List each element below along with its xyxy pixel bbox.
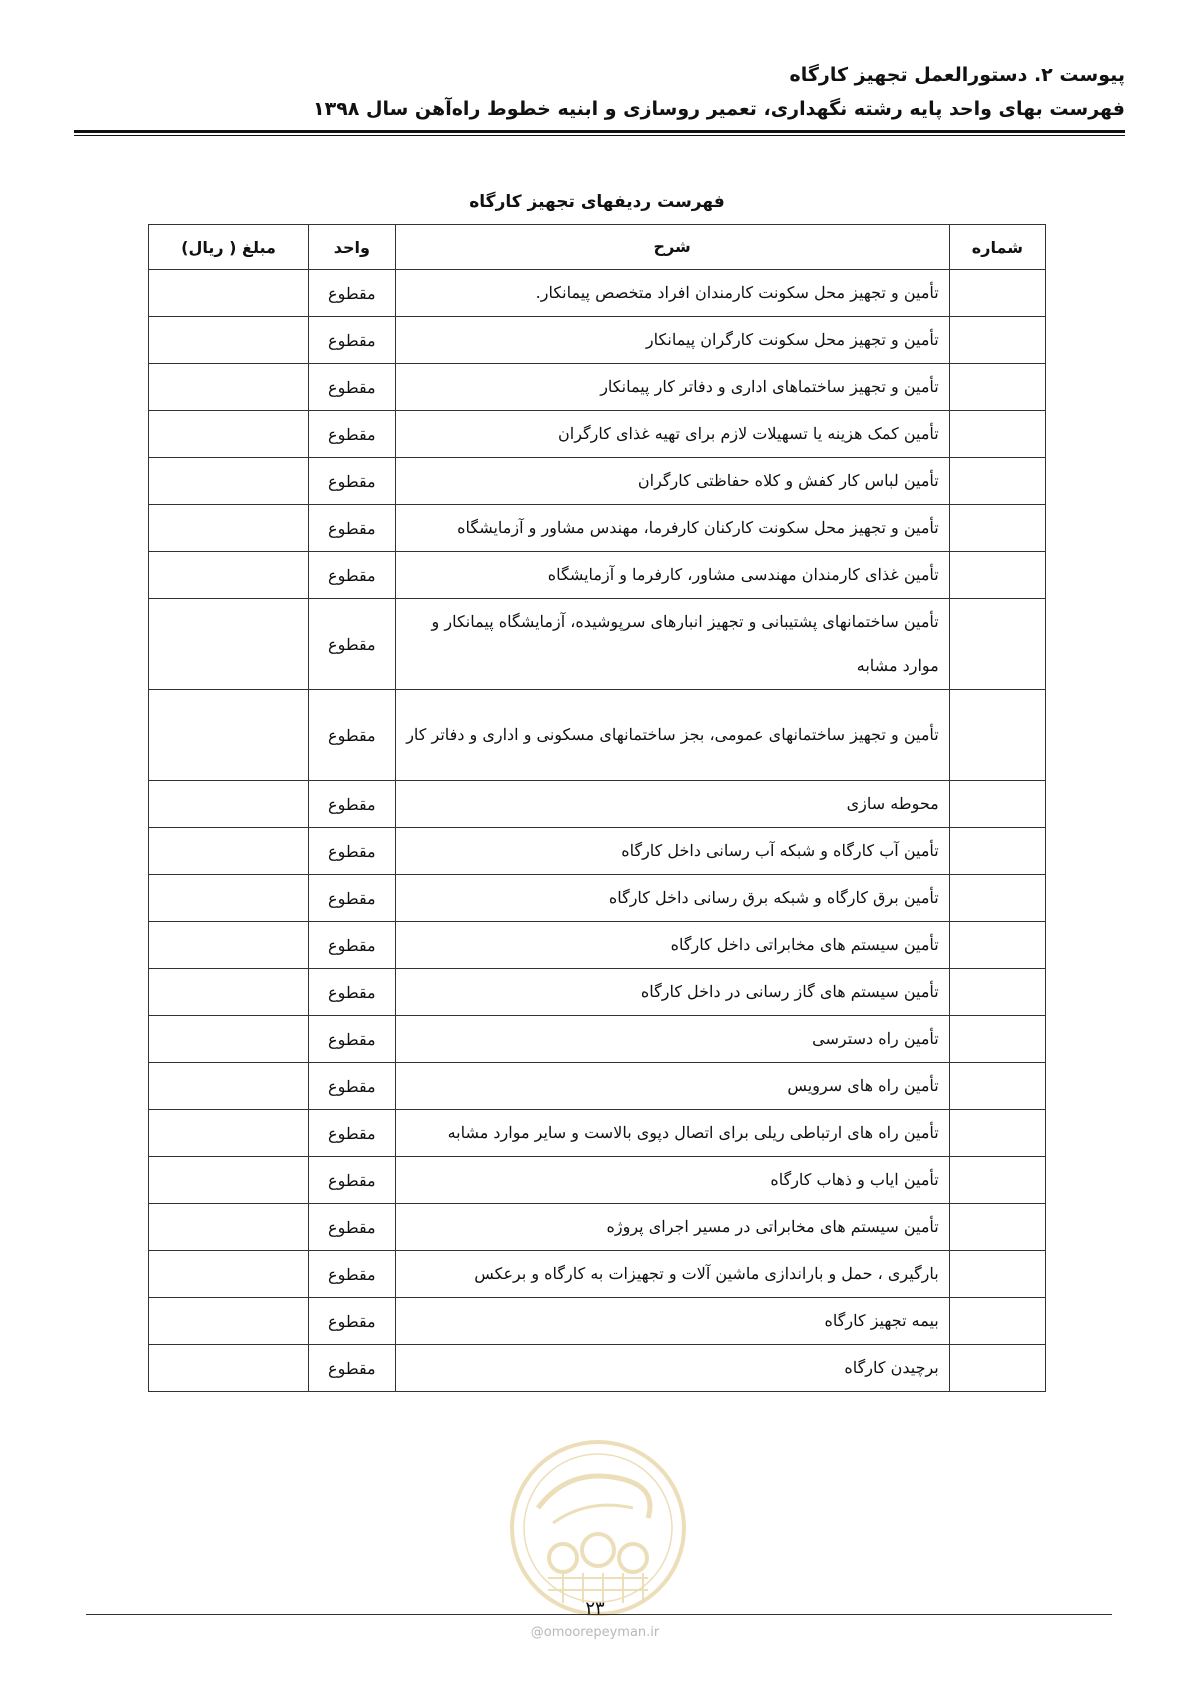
row-unit-cell: مقطوع — [309, 1157, 395, 1204]
row-number-cell — [949, 552, 1045, 599]
row-description-cell: تأمین و تجهیز محل سکونت کارمندان افراد متخصص پیمانکار. — [395, 270, 949, 317]
row-number-cell — [949, 317, 1045, 364]
row-unit-cell: مقطوع — [309, 1298, 395, 1345]
row-description-cell: تأمین کمک هزینه یا تسهیلات لازم برای تهیه غذای کارگران — [395, 411, 949, 458]
table-row — [149, 599, 1046, 690]
row-number-cell — [949, 599, 1045, 690]
row-number-cell — [949, 969, 1045, 1016]
row-number-cell — [949, 1345, 1045, 1392]
row-unit-cell: مقطوع — [309, 1110, 395, 1157]
row-number-cell — [949, 270, 1045, 317]
row-number-cell — [949, 411, 1045, 458]
appendix-title: پیوست ۲. دستورالعمل تجهیز کارگاه — [789, 64, 1125, 86]
table-row — [149, 1016, 1046, 1063]
row-amount-cell — [149, 875, 309, 922]
row-unit-cell: مقطوع — [309, 411, 395, 458]
row-unit-cell: مقطوع — [309, 1251, 395, 1298]
row-amount-cell — [149, 1110, 309, 1157]
row-description-cell: تأمین سیستم های گاز رسانی در داخل کارگاه — [395, 969, 949, 1016]
row-description-cell: تأمین راه دسترسی — [395, 1016, 949, 1063]
row-description-cell: تأمین آب کارگاه و شبکه آب رسانی داخل کارگاه — [395, 828, 949, 875]
row-number-cell — [949, 1110, 1045, 1157]
table-row — [149, 552, 1046, 599]
table-row — [149, 1110, 1046, 1157]
row-amount-cell — [149, 1157, 309, 1204]
table-title: فهرست ردیفهای تجهیز کارگاه — [469, 192, 725, 212]
row-number-cell — [949, 781, 1045, 828]
page-number: ۲۳ — [585, 1598, 605, 1619]
row-amount-cell — [149, 1298, 309, 1345]
table-row — [149, 1063, 1046, 1110]
table-row — [149, 270, 1046, 317]
row-unit-cell: مقطوع — [309, 1016, 395, 1063]
row-amount-cell — [149, 1016, 309, 1063]
table-row — [149, 458, 1046, 505]
row-description-cell: تأمین و تجهیز محل سکونت کارگران پیمانکار — [395, 317, 949, 364]
footer-rule — [86, 1614, 1112, 1615]
row-unit-cell: مقطوع — [309, 505, 395, 552]
row-unit-cell: مقطوع — [309, 364, 395, 411]
row-description-cell: تأمین و تجهیز محل سکونت کارکنان کارفرما، مهندس مشاور و آزمایشگاه — [395, 505, 949, 552]
row-description-cell: تأمین برق کارگاه و شبکه برق رسانی داخل کارگاه — [395, 875, 949, 922]
row-amount-cell — [149, 1063, 309, 1110]
row-description-cell: محوطه سازی — [395, 781, 949, 828]
row-amount-cell — [149, 1251, 309, 1298]
row-unit-cell: مقطوع — [309, 1345, 395, 1392]
row-number-cell — [949, 1204, 1045, 1251]
header-unit: واحد — [309, 225, 395, 270]
table-row — [149, 411, 1046, 458]
header-rule-thin — [74, 135, 1125, 136]
row-description-cell: تأمین سیستم های مخابراتی در مسیر اجرای پروژه — [395, 1204, 949, 1251]
row-number-cell — [949, 1016, 1045, 1063]
row-description-cell: تأمین سیستم های مخابراتی داخل کارگاه — [395, 922, 949, 969]
row-unit-cell: مقطوع — [309, 690, 395, 781]
row-amount-cell — [149, 364, 309, 411]
row-description-cell: تأمین ساختمانهای پشتیبانی و تجهیز انبارهای سرپوشیده، آزمایشگاه پیمانکار و موارد مشابه — [395, 599, 949, 690]
header-amount: مبلغ ( ریال) — [149, 225, 309, 270]
document-title: فهرست بهای واحد پایه رشته نگهداری، تعمیر روسازی و ابنیه خطوط راه‌آهن سال ۱۳۹۸ — [313, 98, 1125, 120]
row-amount-cell — [149, 599, 309, 690]
row-number-cell — [949, 1063, 1045, 1110]
table-row — [149, 690, 1046, 781]
row-amount-cell — [149, 781, 309, 828]
table-row — [149, 781, 1046, 828]
row-unit-cell: مقطوع — [309, 458, 395, 505]
row-amount-cell — [149, 1345, 309, 1392]
watermark-text: @omoorepeyman.ir — [530, 1625, 660, 1640]
row-amount-cell — [149, 922, 309, 969]
row-number-cell — [949, 690, 1045, 781]
row-description-cell: تأمین و تجهیز ساختماهای اداری و دفاتر کار پیمانکار — [395, 364, 949, 411]
row-number-cell — [949, 1157, 1045, 1204]
table-row — [149, 828, 1046, 875]
row-description-cell: بیمه تجهیز کارگاه — [395, 1298, 949, 1345]
table-row — [149, 922, 1046, 969]
table-row — [149, 1298, 1046, 1345]
row-unit-cell: مقطوع — [309, 1204, 395, 1251]
row-description-cell: تأمین راه های سرویس — [395, 1063, 949, 1110]
row-number-cell — [949, 1251, 1045, 1298]
row-number-cell — [949, 505, 1045, 552]
header-description: شرح — [395, 225, 949, 270]
table-body — [149, 270, 1046, 1392]
row-description-cell: بارگیری ، حمل و باراندازی ماشین آلات و تجهیزات به کارگاه و برعکس — [395, 1251, 949, 1298]
row-unit-cell: مقطوع — [309, 599, 395, 690]
seal-logo-icon — [508, 1438, 688, 1618]
row-description-cell: تأمین راه های ارتباطی ریلی برای اتصال دپوی بالاست و سایر موارد مشابه — [395, 1110, 949, 1157]
row-description-cell: تأمین لباس کار کفش و کلاه حفاظتی کارگران — [395, 458, 949, 505]
row-amount-cell — [149, 317, 309, 364]
table-row — [149, 875, 1046, 922]
row-unit-cell: مقطوع — [309, 781, 395, 828]
row-number-cell — [949, 922, 1045, 969]
row-unit-cell: مقطوع — [309, 552, 395, 599]
row-number-cell — [949, 364, 1045, 411]
row-amount-cell — [149, 552, 309, 599]
row-number-cell — [949, 1298, 1045, 1345]
row-amount-cell — [149, 1204, 309, 1251]
table-row — [149, 1204, 1046, 1251]
row-number-cell — [949, 828, 1045, 875]
row-unit-cell: مقطوع — [309, 875, 395, 922]
row-number-cell — [949, 458, 1045, 505]
table-row — [149, 1157, 1046, 1204]
table-row — [149, 969, 1046, 1016]
row-amount-cell — [149, 458, 309, 505]
page-header — [67, 58, 1125, 126]
row-unit-cell: مقطوع — [309, 969, 395, 1016]
table-header-row — [149, 225, 1046, 270]
row-description-cell: برچیدن کارگاه — [395, 1345, 949, 1392]
row-description-cell: تأمین غذای کارمندان مهندسی مشاور، کارفرما و آزمایشگاه — [395, 552, 949, 599]
table-row — [149, 364, 1046, 411]
table-row — [149, 317, 1046, 364]
row-amount-cell — [149, 270, 309, 317]
row-amount-cell — [149, 411, 309, 458]
row-amount-cell — [149, 690, 309, 781]
table-row — [149, 1345, 1046, 1392]
header-number: شماره — [949, 225, 1045, 270]
table-row — [149, 505, 1046, 552]
items-table — [148, 224, 1046, 1392]
row-unit-cell: مقطوع — [309, 922, 395, 969]
table-row — [149, 1251, 1046, 1298]
row-amount-cell — [149, 969, 309, 1016]
row-unit-cell: مقطوع — [309, 828, 395, 875]
row-description-cell: تأمین و تجهیز ساختمانهای عمومی، بجز ساختمانهای مسکونی و اداری و دفاتر کار — [395, 690, 949, 781]
row-unit-cell: مقطوع — [309, 1063, 395, 1110]
row-unit-cell: مقطوع — [309, 270, 395, 317]
row-unit-cell: مقطوع — [309, 317, 395, 364]
row-amount-cell — [149, 505, 309, 552]
row-description-cell: تأمین ایاب و ذهاب کارگاه — [395, 1157, 949, 1204]
header-rule-thick — [74, 130, 1125, 133]
row-amount-cell — [149, 828, 309, 875]
row-number-cell — [949, 875, 1045, 922]
